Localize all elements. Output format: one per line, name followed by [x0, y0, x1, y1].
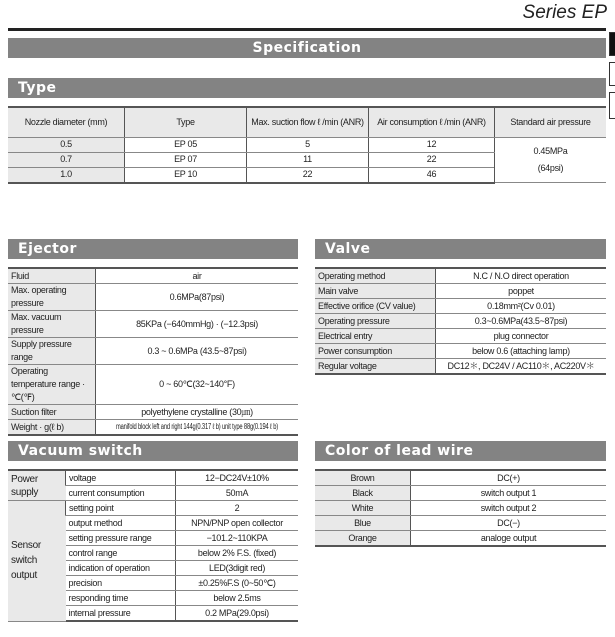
row-value: manifold block left and right 144g(0.317 ℓ b) unit type 88g(0.194 ℓ b) — [115, 422, 279, 431]
row-value: poppet — [436, 284, 607, 299]
row-label: Electrical entry — [315, 329, 436, 344]
row-label: precision — [66, 576, 176, 591]
col-header: Standard air pressure — [495, 107, 607, 137]
col-header: Type — [125, 107, 247, 137]
table-row — [8, 470, 298, 486]
vacuum-switch-header: Vacuum switch — [8, 441, 298, 461]
row-value: analoge output — [411, 531, 607, 547]
valve-table — [315, 267, 606, 375]
row-label: Max. operating pressure — [8, 284, 96, 311]
row-label: internal pressure — [66, 606, 176, 622]
row-value: 0 ~ 60℃(32~140°F) — [96, 365, 299, 405]
table-row — [315, 284, 606, 299]
row-label: Operating pressure — [315, 314, 436, 329]
row-value: 85KPa (−640mmHg) · (−12.3psi) — [96, 311, 299, 338]
row-label: White — [315, 501, 411, 516]
row-value: below 0.6 (attaching lamp) — [436, 344, 607, 359]
table-row: 0.7 EP 07 11 22 — [8, 152, 606, 167]
row-label: control range — [66, 546, 176, 561]
table-row — [315, 344, 606, 359]
row-value: 0.3~0.6MPa(43.5~87psi) — [436, 314, 607, 329]
col-header: Air consumption ℓ /min (ANR) — [369, 107, 495, 137]
vacuum-switch-table — [8, 469, 298, 622]
row-value: DC12＊, DC24V / AC110＊, AC220V＊ — [436, 359, 607, 375]
table-row — [315, 314, 606, 329]
row-label: Supply pressure range — [8, 338, 96, 365]
row-value: 12−DC24V±10% — [176, 470, 299, 486]
row-value: 0.18mm²(Cv 0.01) — [436, 299, 607, 314]
table-row — [315, 470, 606, 486]
row-value: air — [96, 268, 299, 284]
table-row: 1.0 EP 10 22 46 — [8, 167, 606, 183]
table-row — [8, 338, 298, 365]
row-value: ±0.25%F.S (0~50℃) — [176, 576, 299, 591]
row-value: −101.2~110KPA — [176, 531, 299, 546]
table-row — [315, 268, 606, 284]
table-row — [8, 365, 298, 405]
table-row — [8, 311, 298, 338]
table-row — [315, 486, 606, 501]
row-value: LED(3digit red) — [176, 561, 299, 576]
row-label: Power consumption — [315, 344, 436, 359]
row-label: indication of operation — [66, 561, 176, 576]
col-header: Nozzle diameter (mm) — [8, 107, 125, 137]
row-value: 0.6MPa(87psi) — [96, 284, 299, 311]
series-title: Series EP — [522, 2, 607, 23]
row-label: Blue — [315, 516, 411, 531]
row-value: N.C / N.O direct operation — [436, 268, 607, 284]
row-value: NPN/PNP open collector — [176, 516, 299, 531]
group-power-supply: Power supply — [8, 470, 66, 501]
table-row — [315, 501, 606, 516]
row-value: plug connector — [436, 329, 607, 344]
lead-wire-table — [315, 469, 606, 547]
table-row — [8, 284, 298, 311]
ejector-table — [8, 267, 298, 436]
row-value: below 2.5ms — [176, 591, 299, 606]
table-row — [315, 531, 606, 547]
row-value: switch output 1 — [411, 486, 607, 501]
group-sensor-switch-output: Sensor switch output — [8, 501, 66, 622]
specification-header: Specification — [8, 38, 606, 58]
row-value: below 2% F.S. (fixed) — [176, 546, 299, 561]
row-value: DC(+) — [411, 470, 607, 486]
row-label: current consumption — [66, 486, 176, 501]
table-row — [8, 420, 298, 436]
row-label: setting pressure range — [66, 531, 176, 546]
lead-wire-header: Color of lead wire — [315, 441, 606, 461]
row-value: polyethylene crystalline (30㎛) — [96, 405, 299, 420]
row-label: voltage — [66, 470, 176, 486]
divider — [8, 28, 606, 31]
row-label: Weight · g(ℓ b) — [8, 420, 96, 436]
side-tab — [609, 62, 615, 86]
row-label: setting point — [66, 501, 176, 516]
side-tab — [609, 32, 615, 56]
row-label: Black — [315, 486, 411, 501]
row-value: DC(−) — [411, 516, 607, 531]
row-label: responding time — [66, 591, 176, 606]
row-value: 2 — [176, 501, 299, 516]
table-row — [315, 299, 606, 314]
row-label: Operating temperature range · ℃(℉) — [8, 365, 96, 405]
type-header: Type — [8, 78, 606, 98]
std-pressure: 0.45MPa — [533, 145, 568, 156]
row-label: output method — [66, 516, 176, 531]
row-label: Orange — [315, 531, 411, 547]
row-label: Main valve — [315, 284, 436, 299]
table-row — [8, 268, 298, 284]
type-table — [8, 106, 606, 184]
side-tab — [609, 92, 615, 119]
row-value-cell — [96, 420, 299, 436]
valve-header: Valve — [315, 239, 606, 259]
row-value: 0.2 MPa(29.0psi) — [176, 606, 299, 622]
row-value: switch output 2 — [411, 501, 607, 516]
row-label: Suction filter — [8, 405, 96, 420]
row-label: Operating method — [315, 268, 436, 284]
row-label: Fluid — [8, 268, 96, 284]
col-header: Max. suction flow ℓ /min (ANR) — [247, 107, 369, 137]
row-label: Max. vacuum pressure — [8, 311, 96, 338]
table-row — [8, 501, 298, 516]
ejector-header: Ejector — [8, 239, 298, 259]
table-row: 0.5 EP 05 5 12 0.45MPa (64psi) — [8, 137, 606, 152]
row-label: Regular voltage — [315, 359, 436, 375]
row-label: Effective orifice (CV value) — [315, 299, 436, 314]
table-row — [315, 359, 606, 375]
table-row — [8, 405, 298, 420]
row-label: Brown — [315, 470, 411, 486]
row-value: 50mA — [176, 486, 299, 501]
row-value: 0.3 ~ 0.6MPa (43.5~87psi) — [96, 338, 299, 365]
table-row — [315, 516, 606, 531]
table-row — [315, 329, 606, 344]
